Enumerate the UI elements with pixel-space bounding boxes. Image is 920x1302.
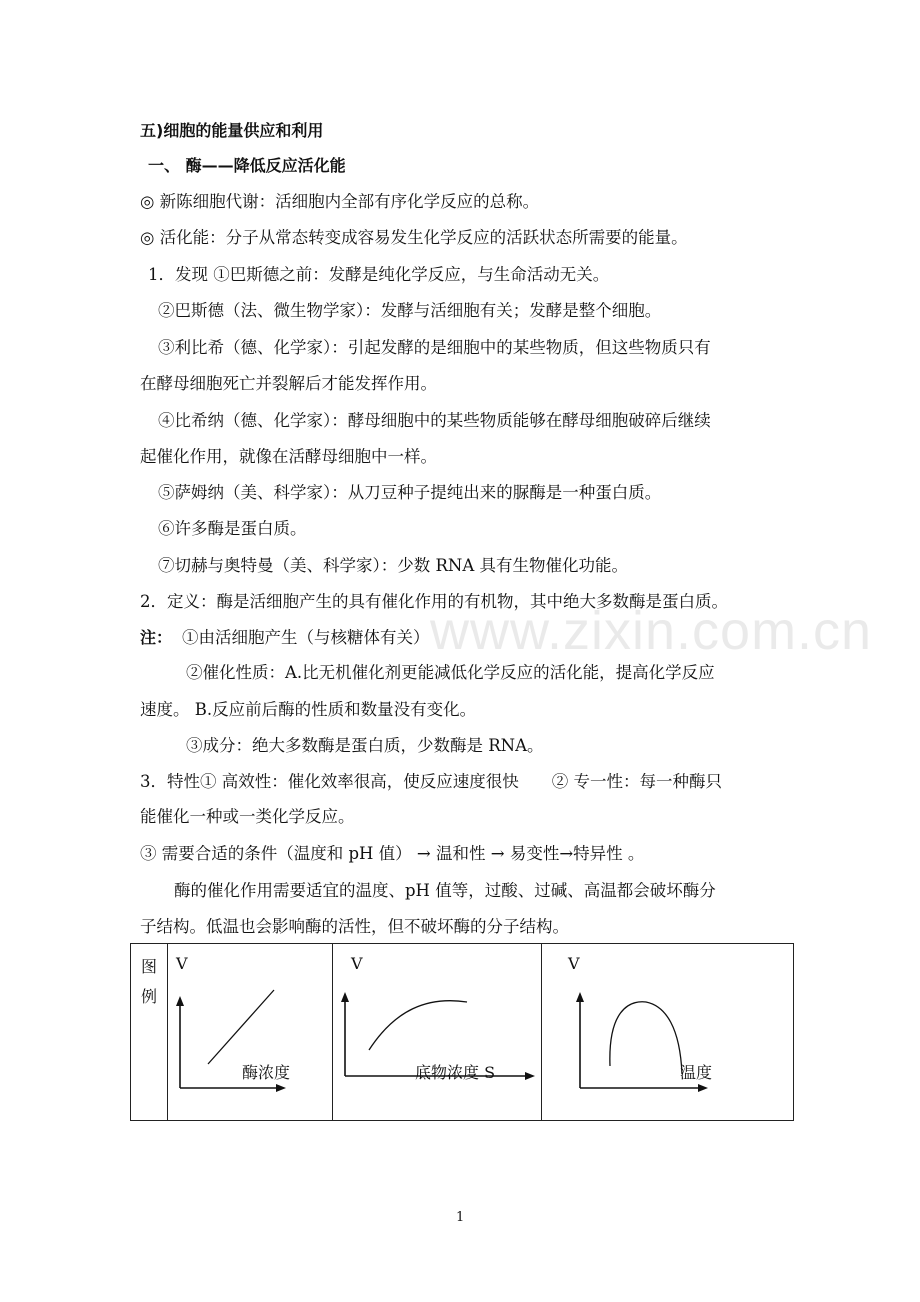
text-line: 1．发现 ①巴斯德之前：发酵是纯化学反应，与生命活动无关。 bbox=[148, 265, 610, 284]
text-line: 在酵母细胞死亡并裂解后才能发挥作用。 bbox=[140, 374, 437, 393]
text-line: ①由活细胞产生（与核糖体有关） bbox=[182, 628, 430, 647]
note-label: 注： bbox=[140, 628, 173, 647]
enzyme-concentration-plot bbox=[168, 944, 332, 1122]
figure-label-cell bbox=[131, 944, 168, 1121]
text-line: 能催化一种或一类化学反应。 bbox=[140, 807, 355, 826]
v-axis-label: V bbox=[176, 954, 188, 973]
x-axis-label: 酶浓度 bbox=[242, 1063, 291, 1082]
substrate-concentration-plot bbox=[333, 944, 541, 1122]
text-line: 子结构。低温也会影响酶的活性，但不破坏酶的分子结构。 bbox=[140, 917, 569, 936]
text-line: 速度。 B.反应前后酶的性质和数量没有变化。 bbox=[140, 700, 477, 719]
page-number: 1 bbox=[456, 1210, 465, 1225]
text-line: ④比希纳（德、化学家）：酵母细胞中的某些物质能够在酵母细胞破碎后继续 bbox=[158, 411, 711, 430]
figure-enzyme-concentration bbox=[168, 944, 333, 1121]
figure-substrate-concentration bbox=[333, 944, 542, 1121]
text-line: ◎ 新陈细胞代谢：活细胞内全部有序化学反应的总称。 bbox=[140, 192, 540, 211]
sub-title: 一、 酶——降低反应活化能 bbox=[148, 156, 346, 175]
saturation-curve bbox=[369, 1001, 467, 1050]
figure-label-bottom: 例 bbox=[141, 987, 158, 1006]
text-line: ②催化性质：A.比无机催化剂更能减低化学反应的活化能，提高化学反应 bbox=[186, 663, 715, 682]
x-axis-arrow bbox=[276, 1084, 286, 1092]
text-line: ②巴斯德（法、微生物学家）：发酵与活细胞有关；发酵是整个细胞。 bbox=[158, 301, 662, 320]
watermark: www.zixin.com.cn bbox=[430, 601, 873, 661]
text-line: ③成分：绝大多数酶是蛋白质，少数酶是 RNA。 bbox=[186, 736, 544, 755]
text-line: ⑥许多酶是蛋白质。 bbox=[158, 519, 307, 538]
text-line: 2．定义：酶是活细胞产生的具有催化作用的有机物，其中绝大多数酶是蛋白质。 bbox=[140, 592, 728, 611]
text-line: ⑤萨姆纳（美、科学家）：从刀豆种子提纯出来的脲酶是一种蛋白质。 bbox=[158, 483, 662, 502]
y-axis-arrow bbox=[576, 992, 584, 1002]
v-axis-label: V bbox=[568, 954, 580, 973]
x-axis-label: 温度 bbox=[680, 1063, 713, 1082]
text-line: ◎ 活化能：分子从常态转变成容易发生化学反应的活跃状态所需要的能量。 bbox=[140, 228, 688, 247]
x-axis-arrow bbox=[525, 1072, 535, 1080]
y-axis-arrow bbox=[341, 992, 349, 1002]
figure-table bbox=[130, 943, 794, 1121]
text-line: 起催化作用，就像在活酵母细胞中一样。 bbox=[140, 447, 437, 466]
text-line: ③利比希（德、化学家）：引起发酵的是细胞中的某些物质，但这些物质只有 bbox=[158, 338, 711, 357]
text-line: ⑦切赫与奥特曼（美、科学家）：少数 RNA 具有生物催化功能。 bbox=[158, 556, 629, 575]
x-axis-arrow bbox=[698, 1084, 708, 1092]
figure-temperature bbox=[542, 944, 794, 1121]
figure-label-top: 图 bbox=[141, 957, 158, 976]
v-axis-label: V bbox=[351, 954, 363, 973]
y-axis-arrow bbox=[176, 996, 184, 1006]
bell-curve bbox=[610, 1002, 682, 1074]
linear-curve bbox=[208, 990, 274, 1064]
temperature-plot bbox=[542, 944, 792, 1122]
text-line: 3．特性① 高效性：催化效率很高，使反应速度很快 ② 专一性：每一种酶只 bbox=[140, 772, 722, 791]
text-line: 酶的催化作用需要适宜的温度、pH 值等，过酸、过碱、高温都会破坏酶分 bbox=[174, 881, 716, 900]
x-axis-label: 底物浓度 S bbox=[415, 1063, 496, 1082]
text-line: ③ 需要合适的条件（温度和 pH 值） → 温和性 → 易变性→特异性 。 bbox=[140, 844, 645, 863]
section-title: 五)细胞的能量供应和利用 bbox=[140, 121, 324, 140]
